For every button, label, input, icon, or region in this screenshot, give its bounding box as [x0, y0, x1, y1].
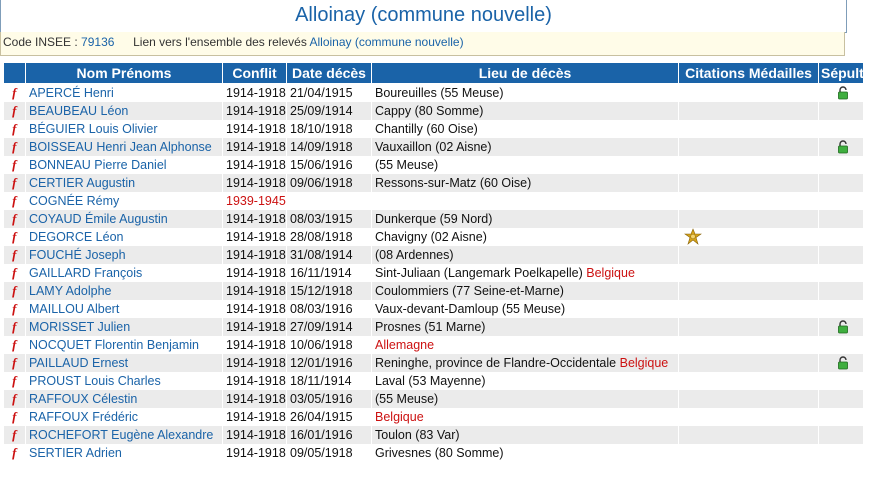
lieu-cell: [372, 372, 679, 390]
citations-cell: [679, 192, 819, 210]
conflit-cell: 1914-1918: [223, 210, 287, 228]
fiche-icon[interactable]: f: [12, 211, 17, 226]
table-row: [4, 336, 864, 354]
page-title-box: [0, 0, 847, 33]
sepulture-cell: [819, 372, 864, 390]
lieu-cell: [372, 444, 679, 462]
table-row: [4, 228, 864, 246]
lieu-cell: [372, 156, 679, 174]
table-header-row: [4, 63, 864, 84]
fiche-cell[interactable]: [4, 102, 26, 120]
sepulture-cell: [819, 84, 864, 103]
fiche-icon[interactable]: f: [12, 157, 17, 172]
fiche-cell[interactable]: [4, 336, 26, 354]
sepulture-cell: [819, 426, 864, 444]
sepulture-cell: [819, 228, 864, 246]
lieu-text: Laval (53 Mayenne): [375, 374, 486, 388]
lieu-cell: [372, 246, 679, 264]
citations-cell: [679, 228, 819, 246]
table-row: [4, 246, 864, 264]
fiche-cell[interactable]: [4, 138, 26, 156]
date-cell: 15/12/1918: [287, 282, 372, 300]
table-row: [4, 210, 864, 228]
fiche-cell[interactable]: [4, 246, 26, 264]
citations-cell: [679, 408, 819, 426]
name-link[interactable]: FOUCHÉ Joseph: [26, 246, 223, 264]
citations-cell: [679, 264, 819, 282]
sepulture-cell: [819, 246, 864, 264]
name-link[interactable]: BÉGUIER Louis Olivier: [26, 120, 223, 138]
citations-cell: [679, 282, 819, 300]
conflit-cell: 1914-1918: [223, 138, 287, 156]
table-row: [4, 102, 864, 120]
header-icon-column: [4, 63, 26, 84]
name-link[interactable]: RAFFOUX Frédéric: [26, 408, 223, 426]
sepulture-cell: [819, 192, 864, 210]
fiche-cell[interactable]: [4, 354, 26, 372]
fiche-icon[interactable]: f: [12, 301, 17, 316]
citations-cell: [679, 174, 819, 192]
conflit-cell: 1914-1918: [223, 426, 287, 444]
fiche-icon[interactable]: f: [12, 103, 17, 118]
lieu-cell: [372, 300, 679, 318]
country-text: Belgique: [619, 356, 669, 370]
citations-cell: [679, 300, 819, 318]
table-row: [4, 390, 864, 408]
header-nom-prenoms[interactable]: Nom Prénoms: [26, 63, 223, 84]
lock-icon[interactable]: [837, 140, 849, 154]
code-insee-link[interactable]: 79136: [81, 35, 115, 49]
sepulture-cell: [819, 282, 864, 300]
fiche-icon[interactable]: f: [12, 247, 17, 262]
fiche-cell[interactable]: [4, 174, 26, 192]
name-link[interactable]: SERTIER Adrien: [26, 444, 223, 462]
sepulture-cell: [819, 156, 864, 174]
date-cell: 10/06/1918: [287, 336, 372, 354]
country-text: Belgique: [375, 410, 424, 424]
table-row: [4, 174, 864, 192]
citations-cell: [679, 318, 819, 336]
lieu-cell: [372, 264, 679, 282]
sepulture-cell: [819, 210, 864, 228]
citations-cell: [679, 354, 819, 372]
lieu-text: Ressons-sur-Matz (60 Oise): [375, 176, 532, 190]
conflit-cell: 1914-1918: [223, 120, 287, 138]
date-cell: 28/08/1918: [287, 228, 372, 246]
table-row: [4, 300, 864, 318]
name-link[interactable]: COGNÉE Rémy: [26, 192, 223, 210]
name-link[interactable]: MAILLOU Albert: [26, 300, 223, 318]
date-cell: 03/05/1916: [287, 390, 372, 408]
lieu-text: Boureuilles (55 Meuse): [375, 86, 504, 100]
fiche-icon[interactable]: f: [12, 445, 17, 460]
fiche-icon[interactable]: f: [12, 409, 17, 424]
header-sepulture[interactable]: Sépulture: [819, 63, 864, 84]
table-row: [4, 282, 864, 300]
date-cell: 15/06/1916: [287, 156, 372, 174]
fiche-cell[interactable]: [4, 372, 26, 390]
conflit-cell: 1914-1918: [223, 246, 287, 264]
fiche-icon[interactable]: f: [12, 85, 17, 100]
lieu-text: Vaux-devant-Damloup (55 Meuse): [375, 302, 566, 316]
lieu-text: Chantilly (60 Oise): [375, 122, 478, 136]
fiche-icon[interactable]: f: [12, 229, 17, 244]
fiche-cell[interactable]: [4, 444, 26, 462]
citations-cell: [679, 336, 819, 354]
lieu-cell: [372, 336, 679, 354]
name-link[interactable]: BEAUBEAU Léon: [26, 102, 223, 120]
fiche-icon[interactable]: f: [12, 121, 17, 136]
lieu-text: Chavigny (02 Aisne): [375, 230, 487, 244]
conflit-cell: 1914-1918: [223, 264, 287, 282]
lieu-text: Cappy (80 Somme): [375, 104, 484, 118]
sepulture-cell: [819, 390, 864, 408]
fiche-cell[interactable]: [4, 264, 26, 282]
sepulture-cell: [819, 318, 864, 336]
fiche-cell[interactable]: [4, 210, 26, 228]
fiche-icon[interactable]: f: [12, 337, 17, 352]
date-cell: 09/06/1918: [287, 174, 372, 192]
citations-cell: [679, 210, 819, 228]
sepulture-cell: [819, 264, 864, 282]
deaths-table: [3, 62, 886, 462]
lieu-text: (55 Meuse): [375, 158, 439, 172]
country-text: Belgique: [586, 266, 635, 280]
name-link[interactable]: BOISSEAU Henri Jean Alphonse: [26, 138, 223, 156]
name-link[interactable]: COYAUD Émile Augustin: [26, 210, 223, 228]
date-cell: 08/03/1915: [287, 210, 372, 228]
date-cell: [287, 192, 372, 210]
lieu-cell: [372, 84, 679, 103]
table-row: [4, 318, 864, 336]
conflit-cell: 1914-1918: [223, 444, 287, 462]
fiche-cell[interactable]: [4, 282, 26, 300]
table-row: [4, 138, 864, 156]
fiche-icon[interactable]: f: [12, 355, 17, 370]
fiche-icon[interactable]: f: [12, 175, 17, 190]
fiche-cell[interactable]: [4, 228, 26, 246]
lieu-cell: [372, 174, 679, 192]
citations-cell: [679, 84, 819, 103]
lieu-cell: [372, 120, 679, 138]
header-lieu-deces[interactable]: Lieu de décès: [372, 63, 679, 84]
fiche-icon[interactable]: f: [12, 319, 17, 334]
conflit-cell: 1939-1945: [223, 192, 287, 210]
citations-cell: [679, 156, 819, 174]
conflit-cell: 1914-1918: [223, 282, 287, 300]
lieu-cell: [372, 102, 679, 120]
citations-cell: [679, 246, 819, 264]
name-link[interactable]: LAMY Adolphe: [26, 282, 223, 300]
fiche-icon[interactable]: f: [12, 427, 17, 442]
date-cell: 08/03/1916: [287, 300, 372, 318]
fiche-cell[interactable]: [4, 120, 26, 138]
conflit-cell: 1914-1918: [223, 390, 287, 408]
name-link[interactable]: PAILLAUD Ernest: [26, 354, 223, 372]
name-link[interactable]: BONNEAU Pierre Daniel: [26, 156, 223, 174]
lieu-text: Sint-Juliaan (Langemark Poelkapelle): [375, 266, 583, 280]
lieu-text: Toulon (83 Var): [375, 428, 460, 442]
name-link[interactable]: PROUST Louis Charles: [26, 372, 223, 390]
lieu-text: Prosnes (51 Marne): [375, 320, 486, 334]
fiche-cell[interactable]: [4, 300, 26, 318]
lieu-cell: [372, 408, 679, 426]
name-link[interactable]: NOCQUET Florentin Benjamin: [26, 336, 223, 354]
name-link[interactable]: MORISSET Julien: [26, 318, 223, 336]
conflit-cell: 1914-1918: [223, 156, 287, 174]
lieu-text: Grivesnes (80 Somme): [375, 446, 504, 460]
info-bar: [0, 32, 845, 56]
lock-icon[interactable]: [837, 320, 849, 334]
date-cell: 21/04/1915: [287, 84, 372, 103]
citations-cell: [679, 102, 819, 120]
date-cell: 12/01/1916: [287, 354, 372, 372]
citations-cell: [679, 372, 819, 390]
fiche-icon[interactable]: f: [12, 265, 17, 280]
name-link[interactable]: GAILLARD François: [26, 264, 223, 282]
name-link[interactable]: DEGORCE Léon: [26, 228, 223, 246]
conflit-cell: 1914-1918: [223, 372, 287, 390]
citations-cell: [679, 426, 819, 444]
table-body: [4, 84, 864, 463]
conflit-cell: 1914-1918: [223, 408, 287, 426]
table-row: [4, 354, 864, 372]
lieu-cell: [372, 138, 679, 156]
conflit-cell: 1914-1918: [223, 174, 287, 192]
medal-icon[interactable]: [684, 229, 702, 243]
fiche-cell[interactable]: [4, 318, 26, 336]
lieu-text: Reninghe, province de Flandre-Occidentale: [375, 356, 617, 370]
table-row: [4, 84, 864, 103]
lock-icon[interactable]: [837, 86, 849, 100]
citations-cell: [679, 444, 819, 462]
table-row: [4, 192, 864, 210]
date-cell: 27/09/1914: [287, 318, 372, 336]
fiche-icon[interactable]: f: [12, 391, 17, 406]
date-cell: 09/05/1918: [287, 444, 372, 462]
lieu-text: Vauxaillon (02 Aisne): [375, 140, 492, 154]
citations-cell: [679, 138, 819, 156]
conflit-cell: 1914-1918: [223, 102, 287, 120]
fiche-cell[interactable]: [4, 426, 26, 444]
date-cell: 25/09/1914: [287, 102, 372, 120]
sepulture-cell: [819, 444, 864, 462]
date-cell: 14/09/1918: [287, 138, 372, 156]
sepulture-cell: [819, 354, 864, 372]
fiche-icon[interactable]: f: [12, 373, 17, 388]
commune-link[interactable]: Alloinay (commune nouvelle): [309, 35, 464, 49]
header-date-deces[interactable]: Date décès: [287, 63, 372, 84]
name-link[interactable]: RAFFOUX Célestin: [26, 390, 223, 408]
sepulture-cell: [819, 102, 864, 120]
name-link[interactable]: CERTIER Augustin: [26, 174, 223, 192]
date-cell: 16/01/1916: [287, 426, 372, 444]
header-citations-medailles[interactable]: Citations Médailles: [679, 63, 819, 84]
name-link[interactable]: APERCÉ Henri: [26, 84, 223, 103]
lieu-text: Coulommiers (77 Seine-et-Marne): [375, 284, 564, 298]
conflit-cell: 1914-1918: [223, 84, 287, 103]
conflit-cell: 1914-1918: [223, 318, 287, 336]
fiche-cell[interactable]: [4, 84, 26, 103]
date-cell: 18/10/1918: [287, 120, 372, 138]
lieu-cell: [372, 192, 679, 210]
citations-cell: [679, 120, 819, 138]
sepulture-cell: [819, 120, 864, 138]
lieu-cell: [372, 354, 679, 372]
fiche-icon[interactable]: f: [12, 283, 17, 298]
lieu-cell: [372, 426, 679, 444]
date-cell: 18/11/1914: [287, 372, 372, 390]
table-row: [4, 120, 864, 138]
lock-icon[interactable]: [837, 356, 849, 370]
fiche-cell[interactable]: [4, 192, 26, 210]
lieu-cell: [372, 390, 679, 408]
conflit-cell: 1914-1918: [223, 228, 287, 246]
conflit-cell: 1914-1918: [223, 354, 287, 372]
table-row: [4, 408, 864, 426]
lieu-text: Dunkerque (59 Nord): [375, 212, 493, 226]
sepulture-cell: [819, 336, 864, 354]
fiche-cell[interactable]: [4, 156, 26, 174]
sepulture-cell: [819, 300, 864, 318]
table-row: [4, 444, 864, 462]
sepulture-cell: [819, 408, 864, 426]
date-cell: 16/11/1914: [287, 264, 372, 282]
lieu-text: (55 Meuse): [375, 392, 439, 406]
lieu-text: (08 Ardennes): [375, 248, 454, 262]
fiche-icon[interactable]: f: [12, 139, 17, 154]
fiche-cell[interactable]: [4, 390, 26, 408]
lieu-cell: [372, 318, 679, 336]
name-link[interactable]: ROCHEFORT Eugène Alexandre: [26, 426, 223, 444]
lieu-cell: [372, 282, 679, 300]
lieu-cell: [372, 210, 679, 228]
code-insee-label: Code INSEE :: [3, 35, 78, 49]
table-row: [4, 372, 864, 390]
sepulture-cell: [819, 174, 864, 192]
fiche-cell[interactable]: [4, 408, 26, 426]
table-row: [4, 426, 864, 444]
page-title: Alloinay (commune nouvelle): [295, 4, 552, 26]
date-cell: 31/08/1914: [287, 246, 372, 264]
table-row: [4, 156, 864, 174]
lien-label: Lien vers l'ensemble des relevés: [133, 35, 307, 49]
fiche-icon[interactable]: f: [12, 193, 17, 208]
table-row: [4, 264, 864, 282]
citations-cell: [679, 390, 819, 408]
date-cell: 26/04/1915: [287, 408, 372, 426]
header-conflit[interactable]: Conflit: [223, 63, 287, 84]
conflit-cell: 1914-1918: [223, 336, 287, 354]
lieu-cell: [372, 228, 679, 246]
conflit-cell: 1914-1918: [223, 300, 287, 318]
country-text: Allemagne: [375, 338, 435, 352]
sepulture-cell: [819, 138, 864, 156]
